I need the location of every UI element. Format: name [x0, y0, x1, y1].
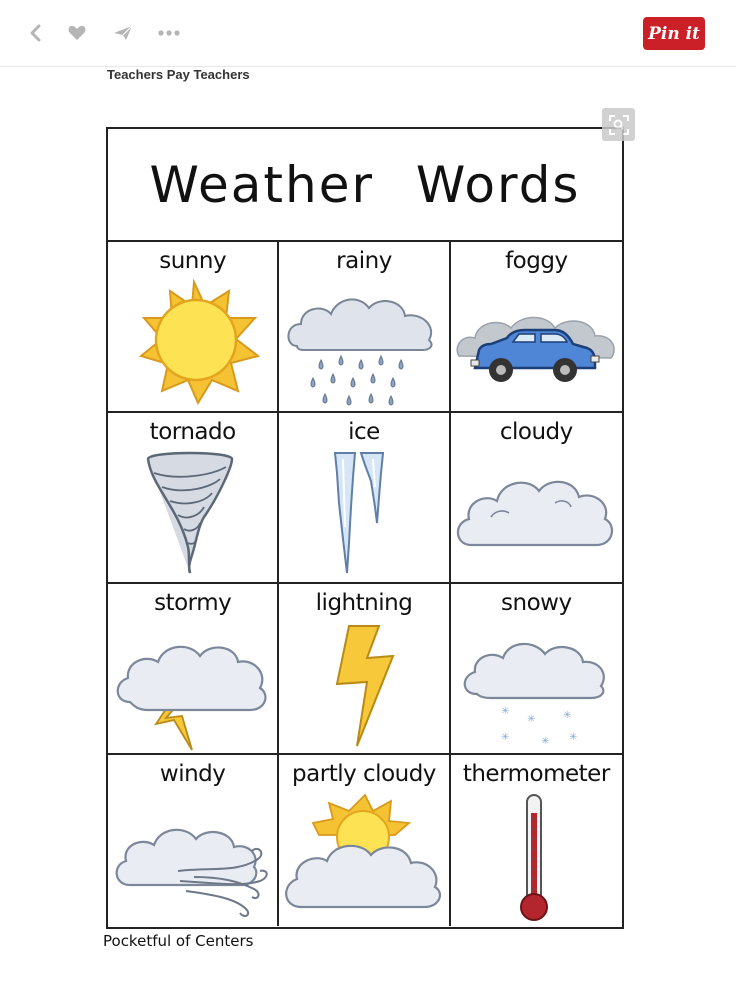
partly-cloudy-icon	[279, 789, 450, 923]
snow-cloud-icon	[451, 618, 622, 752]
rain-cloud-icon	[279, 276, 450, 410]
top-toolbar	[0, 0, 736, 67]
word-label: snowy	[501, 590, 572, 616]
sun-icon	[108, 276, 279, 410]
word-label: thermometer	[462, 761, 610, 787]
worksheet-image	[106, 127, 624, 929]
icicle-icon	[279, 447, 450, 581]
lightning-bolt-icon	[279, 618, 450, 752]
heart-icon[interactable]	[64, 20, 90, 46]
word-label: stormy	[154, 590, 232, 616]
svg-text:✳: ✳	[526, 714, 536, 725]
ellipsis-icon[interactable]	[156, 20, 182, 46]
word-label: rainy	[336, 248, 392, 274]
word-label: windy	[159, 761, 226, 787]
source-link[interactable]: Teachers Pay Teachers	[107, 67, 250, 82]
word-label: tornado	[149, 419, 236, 445]
magnify-icon	[608, 114, 630, 136]
word-card-rainy	[279, 242, 450, 413]
worksheet-credit: Pocketful of Centers	[103, 932, 254, 950]
svg-text:✳: ✳	[500, 732, 510, 743]
tornado-icon	[108, 447, 279, 581]
svg-text:✳: ✳	[568, 732, 578, 743]
word-label: sunny	[159, 248, 227, 274]
word-card-sunny	[108, 242, 279, 413]
thermometer-icon	[451, 789, 622, 923]
word-label: lightning	[315, 590, 413, 616]
word-label: ice	[348, 419, 380, 445]
word-card-windy	[108, 755, 279, 926]
word-card-thermometer	[451, 755, 622, 926]
word-card-cloudy	[451, 413, 622, 584]
chevron-left-icon[interactable]	[22, 20, 48, 46]
svg-text:✳: ✳	[500, 706, 510, 717]
svg-text:✳: ✳	[562, 710, 572, 721]
word-card-ice	[279, 413, 450, 584]
wind-cloud-icon	[108, 789, 279, 923]
fog-car-icon	[451, 276, 622, 410]
cloud-icon	[451, 447, 622, 581]
weather-word-grid	[108, 242, 622, 926]
word-card-stormy	[108, 584, 279, 755]
word-card-partly-cloudy	[279, 755, 450, 926]
word-card-foggy	[451, 242, 622, 413]
word-label: cloudy	[499, 419, 573, 445]
word-card-lightning	[279, 584, 450, 755]
storm-cloud-icon	[108, 618, 279, 752]
word-card-tornado	[108, 413, 279, 584]
pin-it-button[interactable]: Pin it	[643, 17, 705, 50]
paper-plane-icon[interactable]	[110, 20, 136, 46]
visual-search-button[interactable]	[602, 108, 635, 141]
word-label: partly cloudy	[292, 761, 436, 787]
word-label: foggy	[505, 248, 568, 274]
svg-text:✳: ✳	[540, 736, 550, 747]
worksheet-title: Weather Words	[108, 129, 622, 242]
word-card-snowy	[451, 584, 622, 755]
